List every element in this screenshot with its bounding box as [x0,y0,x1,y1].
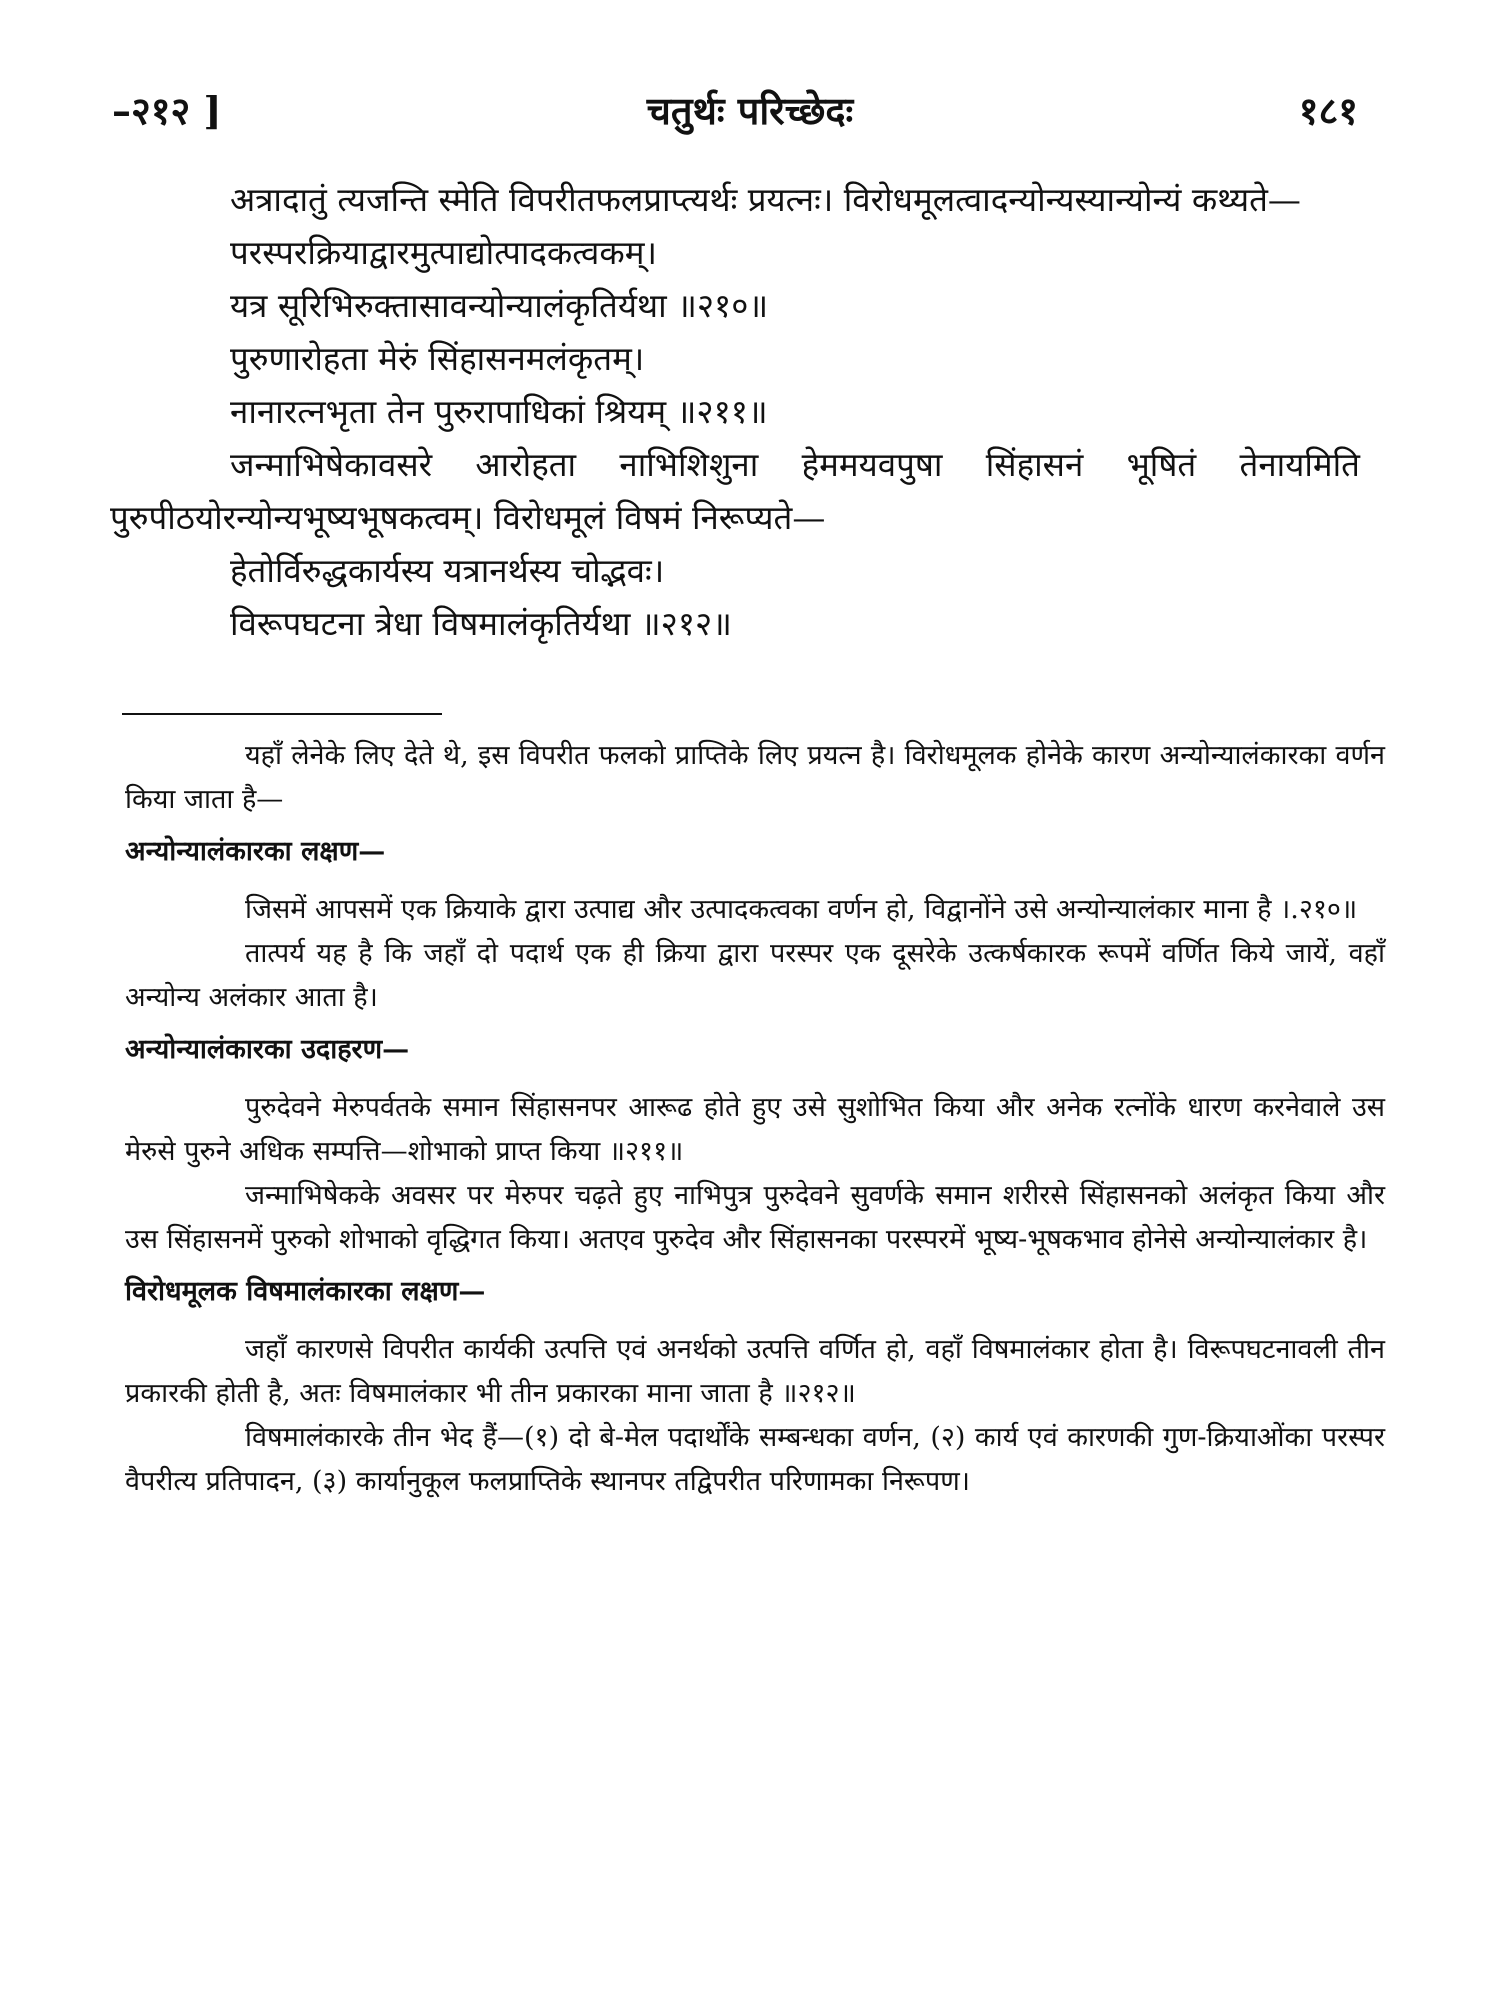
footnote-divider [122,713,442,715]
types-paragraph: विषमालंकारके तीन भेद हैं—(१) दो बे-मेल पदार्थोंके सम्बन्धका वर्णन, (२) कार्य एवं कारणकी गुण-क्रियाओंका परस्पर वैपरीत्य प्रतिपादन, (३) कार्यानुकूल फलप्राप्तिके स्थानपर तद्विपरीत परिणामका निरूपण। [125,1422,1385,1497]
verse-line: यत्र सूरिभिरुक्तासावन्योन्यालंकृतिर्यथा ॥२१०॥ [230,286,769,325]
verse-range-label: –२१२ ] [112,88,222,133]
section-heading: विरोधमूलक विषमालंकारका लक्षण— [125,1276,486,1307]
chapter-title: चतुर्थः परिच्छेदः [646,88,854,133]
hindi-commentary-block [125,734,1385,1504]
sanskrit-prose: जन्माभिषेकावसरे आरोहता नाभिशिशुना हेममयवपुषा सिंहासनं भूषितं तेनायमिति पुरुपीठयोरन्योन्यभूष्यभूषकत्वम्। विरोधमूलं विषमं निरूप्यते— [110,445,1360,537]
section-heading: अन्योन्यालंकारका उदाहरण— [125,1034,410,1065]
definition-paragraph: जिसमें आपसमें एक क्रियाके द्वारा उत्पाद्य और उत्पादकत्वका वर्णन हो, विद्वानोंने उसे अन्योन्यालंकार माना है ।.२१०॥ [245,894,1358,925]
hindi-intro: यहाँ लेनेके लिए देते थे, इस विपरीत फलको प्राप्तिके लिए प्रयत्न है। विरोधमूलक होनेके कारण अन्योन्यालंकारका वर्णन किया जाता है— [125,740,1385,815]
definition-paragraph: जहाँ कारणसे विपरीत कार्यकी उत्पत्ति एवं अनर्थको उत्पत्ति वर्णित हो, वहाँ विषमालंकार होता है। विरूपघटनावली तीन प्रकारकी होती है, अतः विषमालंकार भी तीन प्रकारका माना जाता है ॥२१२॥ [125,1334,1385,1409]
page-number: १८१ [1298,88,1358,133]
sanskrit-intro: अत्रादातुं त्यजन्ति स्मेति विपरीतफलप्राप्त्यर्थः प्रयत्नः। विरोधमूलत्वादन्योन्यस्यान्योन्यं कथ्यते— [230,180,1301,219]
section-heading: अन्योन्यालंकारका लक्षण— [125,836,386,867]
example-paragraph: पुरुदेवने मेरुपर्वतके समान सिंहासनपर आरूढ होते हुए उसे सुशोभित किया और अनेक रत्नोंके धारण करनेवाले उस मेरुसे पुरुने अधिक सम्पत्ति—शोभाको प्राप्त किया ॥२११॥ [125,1092,1385,1167]
verse-line: पुरुणारोहता मेरुं सिंहासनमलंकृतम्। [230,339,645,378]
example-paragraph: जन्माभिषेकके अवसर पर मेरुपर चढ़ते हुए नाभिपुत्र पुरुदेवने सुवर्णके समान शरीरसे सिंहासनको अलंकृत किया और उस सिंहासनमें पुरुको शोभाको वृद्धिगत किया। अतएव पुरुदेव और सिंहासनका परस्परमें भूष्य-भूषकभाव होनेसे अन्योन्यालंकार है। [125,1180,1385,1255]
sanskrit-text-block [110,174,1360,650]
verse-line: हेतोर्विरुद्धकार्यस्य यत्रानर्थस्य चोद्भवः। [230,551,665,590]
verse-line: विरूपघटना त्रेधा विषमालंकृतिर्यथा ॥२१२॥ [230,604,732,643]
verse-line: परस्परक्रियाद्वारमुत्पाद्योत्पादकत्वकम्। [230,233,657,272]
explanation-paragraph: तात्पर्य यह है कि जहाँ दो पदार्थ एक ही क्रिया द्वारा परस्पर एक दूसरेके उत्कर्षकारक रूपमें वर्णित किये जायें, वहाँ अन्योन्य अलंकार आता है। [125,938,1385,1013]
verse-line: नानारत्नभृता तेन पुरुरापाधिकां श्रियम् ॥२११॥ [230,392,768,431]
